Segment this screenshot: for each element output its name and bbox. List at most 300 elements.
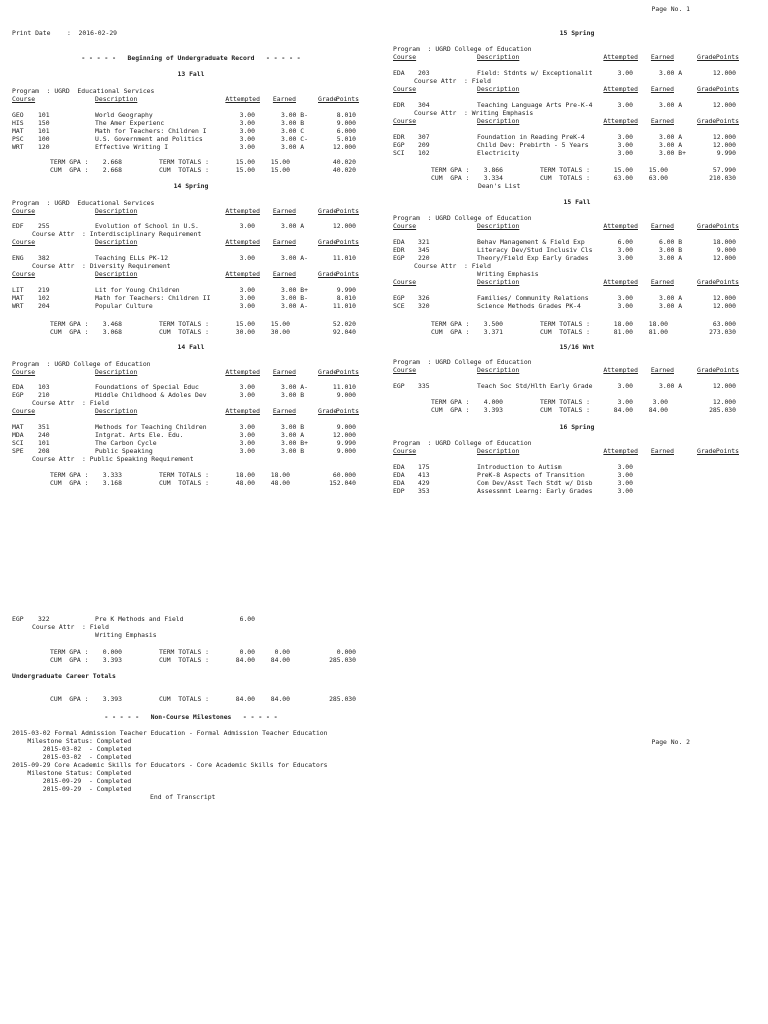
milestone-line: 2015-03-02 - Completed [12,745,132,753]
course-description: World Geography [95,111,153,119]
term-gpa-label: TERM GPA : [50,320,89,328]
header-description: Description [477,447,520,455]
header-points: Points [335,368,359,376]
course-points: 12.000 [712,141,736,149]
cum-earned: 48.00 [270,479,290,487]
course-subject: EDF [12,222,24,230]
course-attribute: Course Attr : Writing Emphasis [414,109,534,117]
cum-totals-label: CUM TOTALS : [159,166,210,174]
course-subject: EDR [393,246,405,254]
term-totals-label: TERM TOTALS : [159,471,210,479]
cum-earned: 81.00 [648,328,668,336]
header-course: Course [12,207,36,215]
term-attempted: 15.00 [613,166,633,174]
header-description: Description [95,207,138,215]
term-totals-label: TERM TOTALS : [159,320,210,328]
course-description: Introduction to Autism [477,463,562,471]
course-earned-grade: 3.00 A [659,294,683,302]
course-subject: EDA [12,383,24,391]
course-attempted: 3.00 [617,479,633,487]
course-subject: MDA [12,431,24,439]
course-earned-grade: 3.00 A [281,431,305,439]
header-description: Description [477,85,520,93]
print-date-label: Print Date [12,29,51,37]
course-description: Com Dev/Asst Tech Stdt w/ Disb [477,479,593,487]
course-description: Middle Childhood & Adoles Dev [95,391,207,399]
course-subject: LIT [12,286,24,294]
course-attempted: 3.00 [617,302,633,310]
course-description: Foundation in Reading PreK-4 [477,133,585,141]
course-number: 322 [38,615,50,623]
honor-deans-list: Dean's List [478,182,521,190]
cum-points: 285.030 [329,695,356,703]
term-attempted: 15.00 [235,320,255,328]
course-subject: SCE [393,302,405,310]
header-course: Course [393,53,417,61]
term-title: 14 Fall [177,343,205,351]
header-grade: Grade [318,207,338,215]
header-course: Course [393,366,417,374]
course-attempted: 3.00 [239,431,255,439]
cum-totals-label: CUM TOTALS : [540,406,591,414]
term-gpa-value: 4.000 [483,398,503,406]
course-earned-grade: 3.00 A [659,254,683,262]
header-earned: Earned [272,407,296,415]
term-earned: 15.00 [270,320,290,328]
cum-attempted: 30.00 [235,328,255,336]
header-course: Course [12,238,36,246]
course-subject: EGP [393,141,405,149]
term-attempted: 3.00 [617,398,633,406]
course-earned-grade: 3.00 A- [281,302,308,310]
course-earned-grade: 3.00 A [659,382,683,390]
term-points: 63.000 [712,320,736,328]
course-points: 12.000 [332,222,356,230]
cum-totals-label: CUM TOTALS : [159,479,210,487]
course-points: 12.000 [712,133,736,141]
milestone-line: 2015-09-29 - Completed [12,777,132,785]
header-course: Course [12,407,36,415]
term-points: 0.000 [336,648,356,656]
cum-gpa-label: CUM GPA : [431,406,470,414]
course-subject: SCI [393,149,405,157]
header-points: Points [335,270,359,278]
cum-gpa-label: CUM GPA : [50,328,89,336]
course-attempted: 3.00 [239,294,255,302]
course-number: 320 [418,302,430,310]
term-attempted: 0.00 [239,648,255,656]
course-subject: EGP [393,382,405,390]
cum-earned: 84.00 [270,695,290,703]
course-number: 219 [38,286,50,294]
course-description: Teaching Language Arts Pre-K-4 [477,101,593,109]
course-attempted: 3.00 [239,111,255,119]
course-subject: WRT [12,302,24,310]
course-points: 12.000 [332,431,356,439]
term-title: 15/16 Wnt [559,343,595,351]
course-points: 9.990 [336,439,356,447]
milestone-line: 2015-03-02 - Completed [12,753,132,761]
header-grade: Grade [318,407,338,415]
course-attempted: 3.00 [239,423,255,431]
course-points: 6.000 [336,127,356,135]
course-points: 9.000 [336,391,356,399]
milestone-line: Milestone Status: Completed [12,737,132,745]
cum-gpa-value: 3.393 [102,656,122,664]
term-gpa-label: TERM GPA : [431,398,470,406]
header-grade: Grade [697,366,717,374]
header-description: Description [95,238,138,246]
course-attempted: 3.00 [617,487,633,495]
cum-points: 152.040 [329,479,356,487]
course-earned-grade: 3.00 A [659,101,683,109]
term-attempted: 18.00 [613,320,633,328]
term-earned: 15.00 [648,166,668,174]
course-points: 11.010 [332,254,356,262]
course-description: Teaching ELLs PK-12 [95,254,169,262]
header-grade: Grade [697,53,717,61]
header-description: Description [477,117,520,125]
course-subject: SCI [12,439,24,447]
course-description: Effective Writing I [95,143,169,151]
course-number: 175 [418,463,430,471]
course-points: 9.000 [716,246,736,254]
header-course: Course [393,117,417,125]
course-subject: EDA [393,471,405,479]
course-points: 12.000 [712,69,736,77]
header-earned: Earned [272,270,296,278]
course-attempted: 3.00 [239,254,255,262]
course-description: Teach Soc Std/Hlth Early Grade [477,382,593,390]
course-points: 12.000 [712,101,736,109]
course-description: Methods for Teaching Children [95,423,207,431]
course-number: 102 [38,294,50,302]
course-description: Field: Stdnts w/ Exceptionalit [477,69,593,77]
header-course: Course [393,447,417,455]
course-points: 9.000 [336,119,356,127]
course-subject: HIS [12,119,24,127]
cum-attempted: 48.00 [235,479,255,487]
course-attribute: Writing Emphasis [95,631,157,639]
course-subject: EDA [393,238,405,246]
milestones-heading: - - - - - Non-Course Milestones - - - - - [104,713,278,721]
term-title: 15 Fall [563,198,591,206]
course-number: 335 [418,382,430,390]
course-attempted: 6.00 [617,238,633,246]
course-earned-grade: 3.00 C [281,127,305,135]
header-attempted: Attempted [603,366,638,374]
header-course: Course [393,222,417,230]
course-number: 103 [38,383,50,391]
term-earned: 3.00 [652,398,668,406]
course-attempted: 3.00 [617,382,633,390]
course-description: Public Speaking [95,447,153,455]
course-earned-grade: 3.00 A [659,133,683,141]
course-subject: PSC [12,135,24,143]
term-totals-label: TERM TOTALS : [540,320,591,328]
cum-earned: 63.00 [648,174,668,182]
course-number: 429 [418,479,430,487]
course-description: Math for Teachers: Children I [95,127,207,135]
term-gpa-value: 3.333 [102,471,122,479]
course-attempted: 3.00 [239,391,255,399]
course-description: Math for Teachers: Children II [95,294,211,302]
header-attempted: Attempted [603,222,638,230]
cum-points: 210.030 [709,174,736,182]
course-number: 209 [418,141,430,149]
course-subject: EDR [393,101,405,109]
cum-totals-label: CUM TOTALS : [159,656,210,664]
milestone-line: Milestone Status: Completed [12,769,132,777]
header-grade: Grade [697,447,717,455]
course-subject: WRT [12,143,24,151]
course-earned-grade: 3.00 A [659,69,683,77]
header-attempted: Attempted [225,368,260,376]
header-points: Points [715,278,739,286]
course-description: Families/ Community Relations [477,294,589,302]
course-points: 9.990 [716,149,736,157]
course-description: Pre K Methods and Field [95,615,184,623]
term-gpa-value: 3.866 [483,166,503,174]
cum-gpa-value: 3.393 [483,406,503,414]
header-earned: Earned [272,238,296,246]
course-description: Science Methods Grades PK-4 [477,302,581,310]
course-subject: EGP [393,254,405,262]
course-subject: GEO [12,111,24,119]
course-earned-grade: 3.00 B+ [281,439,308,447]
course-points: 9.000 [336,423,356,431]
course-attempted: 3.00 [617,471,633,479]
course-number: 413 [418,471,430,479]
course-number: 304 [418,101,430,109]
course-earned-grade: 3.00 B [281,447,305,455]
header-points: Points [335,95,359,103]
header-attempted: Attempted [603,117,638,125]
cum-totals-label: CUM TOTALS : [540,174,591,182]
course-number: 351 [38,423,50,431]
cum-gpa-value: 3.168 [102,479,122,487]
program-line: Program : UGRD College of Education [393,45,532,53]
cum-points: 285.030 [709,406,736,414]
course-attribute: Course Attr : Field [414,262,491,270]
course-description: Lit for Young Children [95,286,180,294]
cum-gpa-label: CUM GPA : [431,328,470,336]
page-number: Page No. 1 [651,5,690,13]
course-attempted: 3.00 [239,302,255,310]
header-attempted: Attempted [225,95,260,103]
course-number: 326 [418,294,430,302]
course-earned-grade: 3.00 A [659,302,683,310]
cum-points: 40.020 [332,166,356,174]
course-points: 12.000 [712,294,736,302]
course-number: 345 [418,246,430,254]
course-earned-grade: 3.00 B [281,423,305,431]
header-description: Description [477,53,520,61]
term-attempted: 18.00 [235,471,255,479]
header-attempted: Attempted [603,278,638,286]
course-description: Literacy Dev/Stud Inclusiv Cls [477,246,593,254]
term-points: 12.000 [712,398,736,406]
header-points: Points [715,222,739,230]
milestone-line: 2015-09-29 - Completed [12,785,132,793]
course-attempted: 3.00 [239,127,255,135]
course-earned-grade: 3.00 A [659,141,683,149]
print-date-value: : 2016-02-29 [67,29,118,37]
course-description: Theory/Field Exp Early Grades [477,254,589,262]
term-earned: 15.00 [270,158,290,166]
header-points: Points [335,238,359,246]
cum-attempted: 63.00 [613,174,633,182]
cum-gpa-label: CUM GPA : [50,166,89,174]
cum-gpa-value: 2.668 [102,166,122,174]
header-earned: Earned [272,95,296,103]
course-description: Child Dev: Prebirth - 5 Years [477,141,589,149]
course-attempted: 3.00 [617,254,633,262]
header-earned: Earned [650,278,674,286]
course-attribute: Course Attr : Field [414,77,491,85]
header-course: Course [12,368,36,376]
course-points: 8.010 [336,294,356,302]
term-totals-label: TERM TOTALS : [159,648,210,656]
course-number: 101 [38,111,50,119]
course-attempted: 3.00 [617,133,633,141]
term-title: 14 Spring [173,182,209,190]
course-earned-grade: 3.00 B [281,119,305,127]
course-number: 101 [38,439,50,447]
course-earned-grade: 3.00 A- [281,254,308,262]
course-number: 255 [38,222,50,230]
record-heading: - - - - - Beginning of Undergraduate Record - - - - - [81,54,301,62]
term-gpa-value: 0.000 [102,648,122,656]
cum-points: 273.030 [709,328,736,336]
header-earned: Earned [650,222,674,230]
header-earned: Earned [650,366,674,374]
course-description: Evolution of School in U.S. [95,222,199,230]
header-attempted: Attempted [225,407,260,415]
header-grade: Grade [318,95,338,103]
course-points: 12.000 [712,302,736,310]
header-course: Course [12,270,36,278]
header-earned: Earned [650,53,674,61]
cum-totals-label: CUM TOTALS : [159,695,210,703]
course-number: 150 [38,119,50,127]
course-points: 9.990 [336,286,356,294]
term-gpa-value: 3.500 [483,320,503,328]
header-course: Course [393,278,417,286]
course-number: 204 [38,302,50,310]
header-earned: Earned [650,117,674,125]
program-line: Program : UGRD College of Education [393,439,532,447]
page-number: Page No. 2 [651,738,690,746]
header-grade: Grade [318,368,338,376]
course-number: 102 [418,149,430,157]
course-attribute: Course Attr : Public Speaking Requirement [32,455,194,463]
course-number: 208 [38,447,50,455]
course-earned-grade: 3.00 A [281,222,305,230]
header-points: Points [715,117,739,125]
term-earned: 0.00 [274,648,290,656]
cum-totals-label: CUM TOTALS : [540,328,591,336]
course-number: 321 [418,238,430,246]
header-attempted: Attempted [225,270,260,278]
course-attribute: Course Attr : Interdisciplinary Requirement [32,230,202,238]
cum-attempted: 84.00 [235,695,255,703]
term-earned: 18.00 [648,320,668,328]
program-line: Program : UGRD College of Education [393,214,532,222]
cum-attempted: 15.00 [235,166,255,174]
term-gpa-value: 3.468 [102,320,122,328]
cum-totals-label: CUM TOTALS : [159,328,210,336]
header-course: Course [393,85,417,93]
end-of-transcript: End of Transcript [150,793,216,801]
cum-gpa-label: CUM GPA : [431,174,470,182]
course-subject: EGP [12,615,24,623]
course-attempted: 3.00 [617,294,633,302]
course-subject: MAT [12,294,24,302]
course-description: PreK-8 Aspects of Transition [477,471,585,479]
header-attempted: Attempted [603,85,638,93]
cum-attempted: 81.00 [613,328,633,336]
header-description: Description [95,407,138,415]
course-description: U.S. Government and Politics [95,135,203,143]
course-subject: EGP [12,391,24,399]
header-earned: Earned [272,368,296,376]
course-earned-grade: 3.00 A [281,143,305,151]
course-attempted: 3.00 [239,222,255,230]
course-attempted: 3.00 [239,119,255,127]
header-grade: Grade [697,117,717,125]
course-description: Behav Management & Field Exp [477,238,585,246]
course-description: Intgrat. Arts Ele. Edu. [95,431,184,439]
term-gpa-label: TERM GPA : [50,471,89,479]
course-number: 120 [38,143,50,151]
course-attempted: 3.00 [239,447,255,455]
cum-gpa-value: 3.371 [483,328,503,336]
course-description: The Amer Experienc [95,119,165,127]
course-number: 203 [418,69,430,77]
course-number: 210 [38,391,50,399]
term-gpa-value: 2.668 [102,158,122,166]
program-line: Program : UGRD College of Education [12,360,151,368]
course-attempted: 3.00 [617,463,633,471]
course-earned-grade: 3.00 A- [281,383,308,391]
course-attempted: 3.00 [617,149,633,157]
milestone-line: 2015-03-02 Formal Admission Teacher Education - Formal Admission Teacher Education [12,729,328,737]
header-points: Points [715,366,739,374]
course-number: 353 [418,487,430,495]
header-course: Course [12,95,36,103]
header-earned: Earned [272,207,296,215]
cum-gpa-value: 3.334 [483,174,503,182]
header-attempted: Attempted [603,447,638,455]
term-points: 40.020 [332,158,356,166]
course-subject: EDP [393,487,405,495]
course-subject: EDA [393,69,405,77]
header-grade: Grade [318,270,338,278]
header-attempted: Attempted [225,207,260,215]
course-points: 12.000 [712,254,736,262]
course-subject: SPE [12,447,24,455]
term-points: 52.020 [332,320,356,328]
course-attempted: 6.00 [239,615,255,623]
header-description: Description [95,95,138,103]
header-grade: Grade [697,222,717,230]
course-attribute: Course Attr : Field [32,399,109,407]
course-subject: EDA [393,463,405,471]
cum-earned: 30.00 [270,328,290,336]
header-points: Points [335,407,359,415]
milestone-line: 2015-09-29 Core Academic Skills for Educators - Core Academic Skills for Educators [12,761,328,769]
